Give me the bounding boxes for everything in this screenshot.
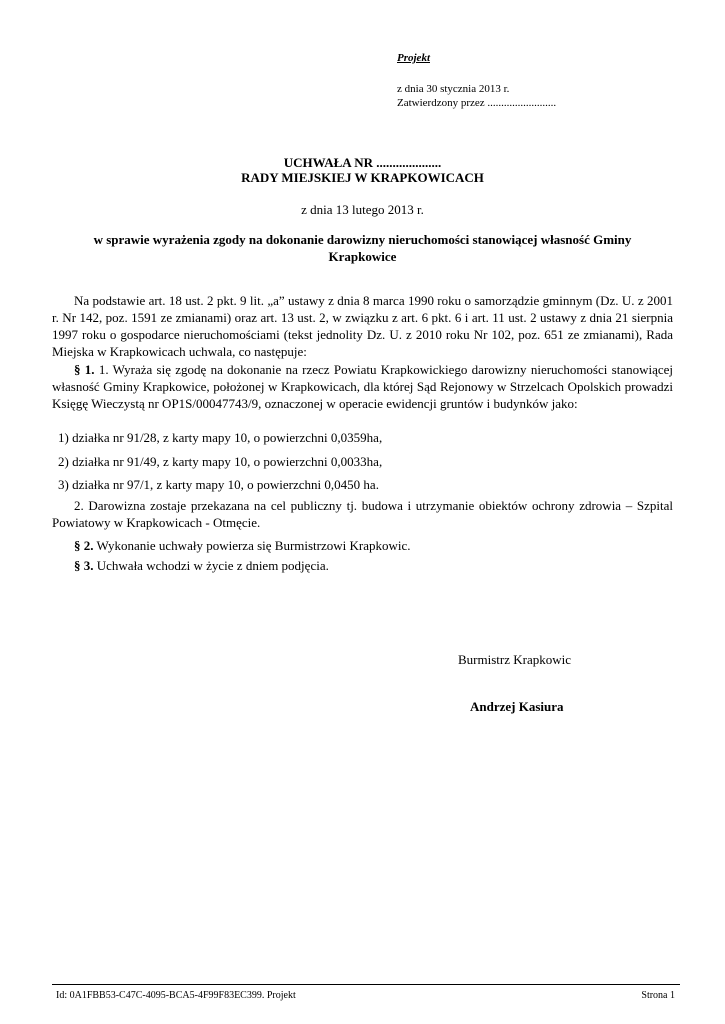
signatory-role: Burmistrz Krapkowic (458, 652, 572, 667)
list-item: 1) działka nr 91/28, z karty mapy 10, o powierzchni 0,0359ha, (58, 430, 383, 445)
section-3-label: § 3. (74, 558, 94, 573)
document-id: Id: 0A1FBB53-C47C-4095-BCA5-4F99F83EC399. Projekt (56, 990, 296, 1001)
page-number: Strona 1 (641, 990, 675, 1001)
section-2-label: § 2. (74, 538, 94, 553)
resolution-date: z dnia 13 lutego 2013 r. (301, 202, 424, 217)
resolution-number: UCHWAŁA NR .................... (283, 155, 442, 170)
draft-date: z dnia 30 stycznia 2013 r. (397, 83, 510, 95)
section-1-text: 1. Wyraża się zgodę na dokonanie na rzecz Powiatu Krapkowickiego darowizny nieruchomości stanowiącej własność Gminy Krapkowice, położonej w Krapkowicach, dla której Sąd Rejonowy w Strzelcach Opolskich prowadzi Księgę Wieczystą nr OP1S/00047743/9, oznaczonej w operacie ewidencji gruntów i budynków jako: (52, 362, 674, 411)
section-3 (52, 557, 673, 574)
list-item: 3) działka nr 97/1, z karty mapy 10, o powierzchni 0,0450 ha. (58, 477, 379, 492)
section-1-label: § 1. (74, 362, 95, 377)
section-1-point-2 (52, 497, 673, 531)
section-2-text: Wykonanie uchwały powierza się Burmistrzowi Krapkowic. (96, 538, 411, 553)
section-1-point-2-text: 2. Darowizna zostaje przekazana na cel publiczny tj. budowa i utrzymanie obiektów ochrony zdrowia – Szpital Powiatowy w Krapkowicach - Otmęcie. (52, 498, 673, 530)
list-item: 2) działka nr 91/49, z karty mapy 10, o powierzchni 0,0033ha, (58, 454, 383, 469)
section-3-text: Uchwała wchodzi w życie z dniem podjęcia. (96, 558, 329, 573)
section-1 (52, 361, 673, 412)
signatory-name: Andrzej Kasiura (470, 699, 564, 714)
resolution-subject: w sprawie wyrażenia zgody na dokonanie darowizny nieruchomości stanowiącej własność Gminy Krapkowice (93, 232, 632, 264)
footer-divider (52, 984, 680, 985)
projekt-label: Projekt (397, 52, 430, 64)
approved-by: Zatwierdzony przez ......................... (397, 97, 557, 109)
preamble-text: Na podstawie art. 18 ust. 2 pkt. 9 lit. „a” ustawy z dnia 8 marca 1990 roku o samorządzie gminnym (Dz. U. z 2001 r. Nr 142, poz. 1591 ze zmianami) oraz art. 13 ust. 2, w związku z art. 6 pkt. 6 i art. 11 ust. 2 ustawy z dnia 21 sierpnia 1997 roku o gospodarce nieruchomościami (tekst jednolity Dz. U. z 2010 roku Nr 102, poz. 651 ze zmianami), Rada Miejska w Krapkowicach uchwala, co następuje: (52, 293, 673, 359)
preamble (52, 292, 673, 360)
section-2 (52, 537, 673, 554)
council-name: RADY MIEJSKIEJ W KRAPKOWICACH (241, 170, 484, 185)
